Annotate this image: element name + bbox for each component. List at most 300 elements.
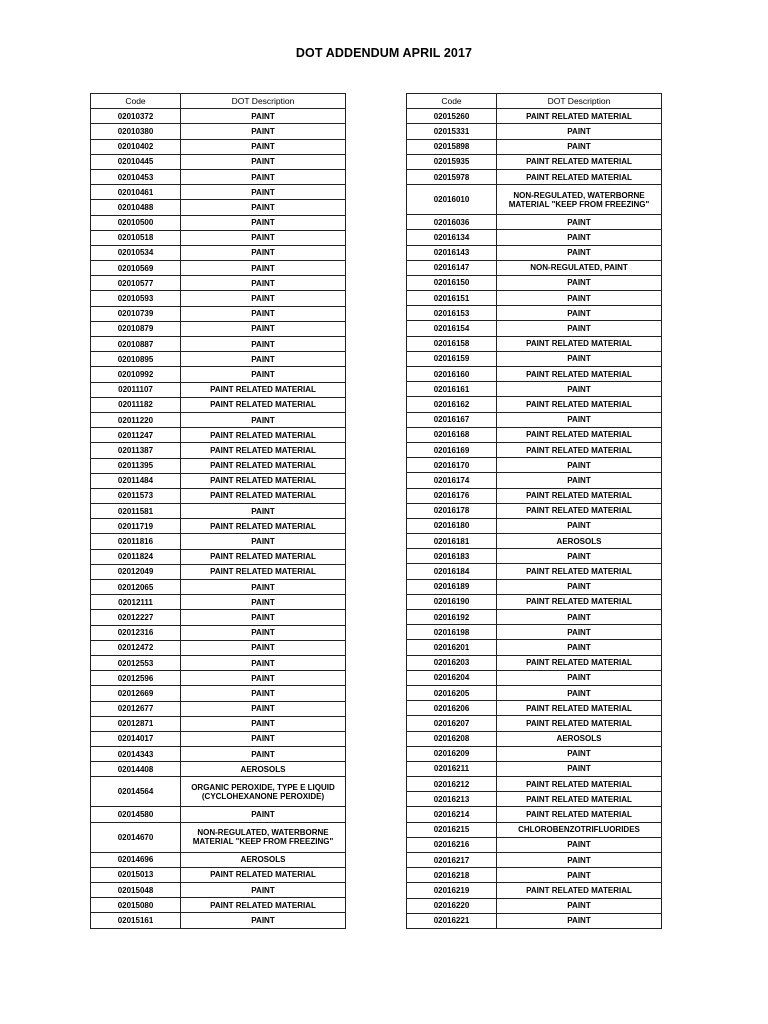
table-row bbox=[407, 549, 662, 564]
table-row bbox=[407, 792, 662, 807]
table-row bbox=[91, 671, 346, 686]
table-row bbox=[91, 261, 346, 276]
description-cell: PAINT RELATED MATERIAL bbox=[497, 336, 662, 351]
code-cell: 02016158 bbox=[407, 336, 497, 351]
code-cell: 02010739 bbox=[91, 306, 181, 321]
description-cell: PAINT bbox=[497, 640, 662, 655]
code-cell: 02016151 bbox=[407, 291, 497, 306]
description-cell: PAINT bbox=[497, 579, 662, 594]
code-cell: 02010879 bbox=[91, 321, 181, 336]
description-cell: PAINT bbox=[181, 913, 346, 928]
description-cell: PAINT RELATED MATERIAL bbox=[497, 701, 662, 716]
description-cell: PAINT bbox=[181, 169, 346, 184]
description-cell: PAINT bbox=[497, 898, 662, 913]
code-cell: 02016183 bbox=[407, 549, 497, 564]
description-cell: PAINT RELATED MATERIAL bbox=[497, 594, 662, 609]
table-row bbox=[91, 564, 346, 579]
description-header: DOT Description bbox=[181, 94, 346, 109]
code-cell: 02016211 bbox=[407, 761, 497, 776]
code-cell: 02012472 bbox=[91, 640, 181, 655]
table-row bbox=[407, 458, 662, 473]
table-row bbox=[91, 867, 346, 882]
code-cell: 02012049 bbox=[91, 564, 181, 579]
code-cell: 02016159 bbox=[407, 351, 497, 366]
table-row bbox=[407, 822, 662, 837]
code-cell: 02016160 bbox=[407, 367, 497, 382]
table-header-row bbox=[407, 94, 662, 109]
description-cell: PAINT bbox=[181, 261, 346, 276]
code-cell: 02015331 bbox=[407, 124, 497, 139]
code-cell: 02014017 bbox=[91, 731, 181, 746]
table-row bbox=[91, 367, 346, 382]
table-row bbox=[407, 716, 662, 731]
code-cell: 02011220 bbox=[91, 412, 181, 427]
code-cell: 02016176 bbox=[407, 488, 497, 503]
table-row bbox=[91, 215, 346, 230]
description-cell: AEROSOLS bbox=[181, 762, 346, 777]
code-cell: 02010500 bbox=[91, 215, 181, 230]
table-row bbox=[91, 428, 346, 443]
table-row bbox=[91, 883, 346, 898]
description-cell: PAINT RELATED MATERIAL bbox=[497, 442, 662, 457]
table-row bbox=[407, 124, 662, 139]
description-cell: PAINT bbox=[181, 640, 346, 655]
code-cell: 02010992 bbox=[91, 367, 181, 382]
code-cell: 02010445 bbox=[91, 154, 181, 169]
description-cell: PAINT bbox=[497, 549, 662, 564]
table-row bbox=[407, 640, 662, 655]
code-cell: 02014564 bbox=[91, 777, 181, 807]
description-cell: PAINT RELATED MATERIAL bbox=[497, 503, 662, 518]
code-cell: 02016170 bbox=[407, 458, 497, 473]
table-row bbox=[91, 852, 346, 867]
table-row bbox=[407, 564, 662, 579]
description-cell: PAINT bbox=[181, 655, 346, 670]
description-cell: PAINT bbox=[497, 868, 662, 883]
description-cell: PAINT RELATED MATERIAL bbox=[181, 867, 346, 882]
code-cell: 02011719 bbox=[91, 519, 181, 534]
table-row bbox=[91, 412, 346, 427]
description-cell: PAINT bbox=[181, 747, 346, 762]
description-cell: PAINT bbox=[181, 306, 346, 321]
table-row bbox=[91, 655, 346, 670]
table-row bbox=[407, 169, 662, 184]
code-cell: 02016205 bbox=[407, 685, 497, 700]
code-cell: 02012669 bbox=[91, 686, 181, 701]
description-cell: PAINT RELATED MATERIAL bbox=[497, 488, 662, 503]
description-cell: PAINT bbox=[497, 124, 662, 139]
description-cell: PAINT bbox=[181, 534, 346, 549]
description-cell: PAINT bbox=[181, 321, 346, 336]
table-row bbox=[407, 655, 662, 670]
code-cell: 02016167 bbox=[407, 412, 497, 427]
table-row bbox=[91, 321, 346, 336]
code-cell: 02012596 bbox=[91, 671, 181, 686]
table-row bbox=[91, 807, 346, 822]
code-cell: 02011816 bbox=[91, 534, 181, 549]
code-cell: 02010380 bbox=[91, 124, 181, 139]
description-cell: PAINT bbox=[497, 321, 662, 336]
description-cell: PAINT bbox=[181, 716, 346, 731]
code-cell: 02016178 bbox=[407, 503, 497, 518]
table-row bbox=[91, 139, 346, 154]
description-cell: NON-REGULATED, WATERBORNE MATERIAL "KEEP FROM FREEZING" bbox=[181, 822, 346, 852]
description-cell: PAINT bbox=[181, 337, 346, 352]
description-cell: AEROSOLS bbox=[497, 534, 662, 549]
code-cell: 02016174 bbox=[407, 473, 497, 488]
code-cell: 02011581 bbox=[91, 504, 181, 519]
code-cell: 02016162 bbox=[407, 397, 497, 412]
code-cell: 02010887 bbox=[91, 337, 181, 352]
table-row bbox=[407, 397, 662, 412]
code-cell: 02016220 bbox=[407, 898, 497, 913]
code-cell: 02016143 bbox=[407, 245, 497, 260]
table-row bbox=[407, 245, 662, 260]
table-row bbox=[407, 427, 662, 442]
code-cell: 02016208 bbox=[407, 731, 497, 746]
description-cell: AEROSOLS bbox=[181, 852, 346, 867]
description-cell: PAINT RELATED MATERIAL bbox=[181, 549, 346, 564]
table-row bbox=[407, 306, 662, 321]
description-cell: PAINT bbox=[181, 731, 346, 746]
description-cell: PAINT RELATED MATERIAL bbox=[497, 777, 662, 792]
table-row bbox=[91, 913, 346, 928]
code-cell: 02016169 bbox=[407, 442, 497, 457]
table-row bbox=[91, 762, 346, 777]
table-row bbox=[91, 686, 346, 701]
table-row bbox=[91, 352, 346, 367]
table-row bbox=[407, 685, 662, 700]
code-cell: 02016213 bbox=[407, 792, 497, 807]
code-cell: 02016214 bbox=[407, 807, 497, 822]
code-cell: 02011395 bbox=[91, 458, 181, 473]
description-cell: PAINT bbox=[497, 518, 662, 533]
table-row bbox=[407, 868, 662, 883]
code-cell: 02015080 bbox=[91, 898, 181, 913]
description-cell: PAINT RELATED MATERIAL bbox=[181, 382, 346, 397]
description-cell: PAINT RELATED MATERIAL bbox=[181, 443, 346, 458]
code-cell: 02015013 bbox=[91, 867, 181, 882]
code-cell: 02015260 bbox=[407, 109, 497, 124]
description-cell: PAINT RELATED MATERIAL bbox=[497, 807, 662, 822]
description-cell: PAINT bbox=[181, 185, 346, 200]
table-row bbox=[91, 276, 346, 291]
description-cell: NON-REGULATED, PAINT bbox=[497, 260, 662, 275]
code-cell: 02012553 bbox=[91, 655, 181, 670]
table-row bbox=[91, 777, 346, 807]
table-row bbox=[407, 731, 662, 746]
description-cell: PAINT bbox=[497, 230, 662, 245]
description-cell: PAINT bbox=[181, 883, 346, 898]
description-cell: PAINT bbox=[181, 686, 346, 701]
table-row bbox=[407, 518, 662, 533]
code-cell: 02016190 bbox=[407, 594, 497, 609]
table-row bbox=[91, 109, 346, 124]
description-cell: PAINT bbox=[497, 275, 662, 290]
description-cell: PAINT bbox=[181, 610, 346, 625]
code-header: Code bbox=[407, 94, 497, 109]
table-row bbox=[91, 169, 346, 184]
code-cell: 02011107 bbox=[91, 382, 181, 397]
code-cell: 02016201 bbox=[407, 640, 497, 655]
table-row bbox=[407, 230, 662, 245]
table-row bbox=[91, 640, 346, 655]
description-cell: PAINT bbox=[497, 913, 662, 928]
code-header: Code bbox=[91, 94, 181, 109]
table-row bbox=[91, 822, 346, 852]
code-cell: 02016215 bbox=[407, 822, 497, 837]
description-cell: PAINT bbox=[497, 837, 662, 852]
code-cell: 02016204 bbox=[407, 670, 497, 685]
description-cell: PAINT RELATED MATERIAL bbox=[181, 898, 346, 913]
table-row bbox=[91, 716, 346, 731]
code-cell: 02016154 bbox=[407, 321, 497, 336]
table-row bbox=[407, 579, 662, 594]
description-cell: PAINT RELATED MATERIAL bbox=[497, 716, 662, 731]
table-row bbox=[91, 488, 346, 503]
code-cell: 02011824 bbox=[91, 549, 181, 564]
description-cell: PAINT bbox=[497, 139, 662, 154]
code-cell: 02011247 bbox=[91, 428, 181, 443]
description-cell: PAINT bbox=[497, 412, 662, 427]
table-row bbox=[407, 746, 662, 761]
dot-table-left bbox=[90, 93, 346, 929]
description-cell: PAINT RELATED MATERIAL bbox=[181, 458, 346, 473]
code-cell: 02011182 bbox=[91, 397, 181, 412]
table-row bbox=[91, 898, 346, 913]
code-cell: 02010402 bbox=[91, 139, 181, 154]
table-row bbox=[407, 837, 662, 852]
description-cell: PAINT RELATED MATERIAL bbox=[497, 792, 662, 807]
description-cell: PAINT bbox=[497, 670, 662, 685]
description-cell: PAINT bbox=[181, 625, 346, 640]
table-row bbox=[407, 488, 662, 503]
description-cell: ORGANIC PEROXIDE, TYPE E LIQUID (CYCLOHEXANONE PEROXIDE) bbox=[181, 777, 346, 807]
code-cell: 02016147 bbox=[407, 260, 497, 275]
code-cell: 02016134 bbox=[407, 230, 497, 245]
description-cell: CHLOROBENZOTRIFLUORIDES bbox=[497, 822, 662, 837]
description-cell: PAINT bbox=[497, 746, 662, 761]
table-row bbox=[407, 610, 662, 625]
description-cell: PAINT RELATED MATERIAL bbox=[497, 655, 662, 670]
description-cell: PAINT RELATED MATERIAL bbox=[497, 427, 662, 442]
code-cell: 02014408 bbox=[91, 762, 181, 777]
table-row bbox=[407, 321, 662, 336]
code-cell: 02012065 bbox=[91, 580, 181, 595]
code-cell: 02014696 bbox=[91, 852, 181, 867]
table-row bbox=[407, 442, 662, 457]
table-row bbox=[91, 458, 346, 473]
description-cell: PAINT RELATED MATERIAL bbox=[181, 564, 346, 579]
code-cell: 02016218 bbox=[407, 868, 497, 883]
code-cell: 02016036 bbox=[407, 215, 497, 230]
table-row bbox=[407, 761, 662, 776]
code-cell: 02010461 bbox=[91, 185, 181, 200]
table-row bbox=[407, 473, 662, 488]
code-cell: 02016192 bbox=[407, 610, 497, 625]
table-row bbox=[407, 534, 662, 549]
code-cell: 02010577 bbox=[91, 276, 181, 291]
code-cell: 02016209 bbox=[407, 746, 497, 761]
table-row bbox=[91, 731, 346, 746]
dot-table-right bbox=[406, 93, 662, 929]
code-cell: 02016180 bbox=[407, 518, 497, 533]
code-cell: 02016207 bbox=[407, 716, 497, 731]
description-cell: AEROSOLS bbox=[497, 731, 662, 746]
code-cell: 02016168 bbox=[407, 427, 497, 442]
description-cell: PAINT bbox=[181, 291, 346, 306]
table-row bbox=[91, 397, 346, 412]
table-row bbox=[91, 306, 346, 321]
table-row bbox=[91, 534, 346, 549]
code-cell: 02012677 bbox=[91, 701, 181, 716]
code-cell: 02016219 bbox=[407, 883, 497, 898]
code-cell: 02010569 bbox=[91, 261, 181, 276]
description-cell: PAINT bbox=[181, 367, 346, 382]
table-row bbox=[91, 595, 346, 610]
code-cell: 02016203 bbox=[407, 655, 497, 670]
description-cell: PAINT bbox=[181, 276, 346, 291]
description-cell: PAINT bbox=[181, 580, 346, 595]
table-row bbox=[407, 109, 662, 124]
left-table-body bbox=[91, 109, 346, 928]
table-row bbox=[91, 382, 346, 397]
description-cell: PAINT bbox=[181, 109, 346, 124]
table-row bbox=[407, 701, 662, 716]
table-row bbox=[407, 260, 662, 275]
table-row bbox=[407, 336, 662, 351]
description-cell: PAINT bbox=[181, 807, 346, 822]
description-cell: PAINT bbox=[181, 412, 346, 427]
description-cell: PAINT bbox=[497, 291, 662, 306]
table-row bbox=[91, 747, 346, 762]
table-row bbox=[407, 367, 662, 382]
description-cell: PAINT bbox=[181, 215, 346, 230]
description-cell: PAINT bbox=[181, 701, 346, 716]
code-cell: 02016198 bbox=[407, 625, 497, 640]
table-row bbox=[407, 594, 662, 609]
table-row bbox=[91, 625, 346, 640]
code-cell: 02016010 bbox=[407, 185, 497, 215]
table-row bbox=[91, 549, 346, 564]
description-cell: PAINT RELATED MATERIAL bbox=[497, 883, 662, 898]
table-row bbox=[407, 139, 662, 154]
description-cell: PAINT RELATED MATERIAL bbox=[497, 564, 662, 579]
table-row bbox=[407, 185, 662, 215]
description-cell: PAINT bbox=[497, 458, 662, 473]
code-cell: 02014670 bbox=[91, 822, 181, 852]
table-row bbox=[407, 777, 662, 792]
description-cell: PAINT bbox=[497, 685, 662, 700]
page-title: DOT ADDENDUM APRIL 2017 bbox=[295, 46, 473, 60]
right-table-body bbox=[407, 109, 662, 929]
description-cell: PAINT bbox=[181, 245, 346, 260]
description-cell: NON-REGULATED, WATERBORNE MATERIAL "KEEP FROM FREEZING" bbox=[497, 185, 662, 215]
description-cell: PAINT bbox=[497, 473, 662, 488]
code-cell: 02010372 bbox=[91, 109, 181, 124]
table-row bbox=[91, 291, 346, 306]
table-row bbox=[407, 351, 662, 366]
table-row bbox=[91, 337, 346, 352]
code-cell: 02016217 bbox=[407, 853, 497, 868]
description-cell: PAINT bbox=[497, 761, 662, 776]
code-cell: 02016206 bbox=[407, 701, 497, 716]
description-cell: PAINT bbox=[181, 595, 346, 610]
table-row bbox=[407, 291, 662, 306]
table-row bbox=[407, 898, 662, 913]
table-row bbox=[407, 154, 662, 169]
code-cell: 02016161 bbox=[407, 382, 497, 397]
code-cell: 02010453 bbox=[91, 169, 181, 184]
table-row bbox=[407, 853, 662, 868]
table-row bbox=[407, 670, 662, 685]
code-cell: 02016181 bbox=[407, 534, 497, 549]
table-row bbox=[407, 807, 662, 822]
code-cell: 02014343 bbox=[91, 747, 181, 762]
description-cell: PAINT bbox=[181, 200, 346, 215]
code-cell: 02015048 bbox=[91, 883, 181, 898]
table-row bbox=[407, 913, 662, 928]
code-cell: 02016189 bbox=[407, 579, 497, 594]
table-row bbox=[407, 412, 662, 427]
code-cell: 02012316 bbox=[91, 625, 181, 640]
table-row bbox=[91, 185, 346, 200]
description-cell: PAINT RELATED MATERIAL bbox=[181, 488, 346, 503]
code-cell: 02010534 bbox=[91, 245, 181, 260]
table-row bbox=[91, 504, 346, 519]
code-cell: 02010488 bbox=[91, 200, 181, 215]
description-cell: PAINT RELATED MATERIAL bbox=[497, 367, 662, 382]
description-cell: PAINT bbox=[181, 352, 346, 367]
table-row bbox=[407, 625, 662, 640]
code-cell: 02016153 bbox=[407, 306, 497, 321]
description-cell: PAINT bbox=[497, 351, 662, 366]
description-cell: PAINT bbox=[497, 215, 662, 230]
code-cell: 02014580 bbox=[91, 807, 181, 822]
table-row bbox=[407, 275, 662, 290]
description-cell: PAINT bbox=[181, 671, 346, 686]
description-cell: PAINT bbox=[497, 382, 662, 397]
description-cell: PAINT bbox=[181, 504, 346, 519]
description-cell: PAINT RELATED MATERIAL bbox=[181, 473, 346, 488]
description-cell: PAINT bbox=[181, 154, 346, 169]
description-cell: PAINT bbox=[497, 306, 662, 321]
code-cell: 02012111 bbox=[91, 595, 181, 610]
table-row bbox=[91, 124, 346, 139]
description-cell: PAINT RELATED MATERIAL bbox=[181, 428, 346, 443]
description-cell: PAINT RELATED MATERIAL bbox=[497, 397, 662, 412]
description-cell: PAINT bbox=[497, 245, 662, 260]
description-cell: PAINT RELATED MATERIAL bbox=[497, 109, 662, 124]
description-cell: PAINT RELATED MATERIAL bbox=[497, 169, 662, 184]
code-cell: 02010593 bbox=[91, 291, 181, 306]
table-row bbox=[91, 200, 346, 215]
table-row bbox=[407, 215, 662, 230]
description-cell: PAINT RELATED MATERIAL bbox=[181, 519, 346, 534]
code-cell: 02016216 bbox=[407, 837, 497, 852]
description-header: DOT Description bbox=[497, 94, 662, 109]
table-header-row bbox=[91, 94, 346, 109]
code-cell: 02011387 bbox=[91, 443, 181, 458]
code-cell: 02016221 bbox=[407, 913, 497, 928]
code-cell: 02011573 bbox=[91, 488, 181, 503]
table-row bbox=[91, 473, 346, 488]
table-row bbox=[91, 610, 346, 625]
table-row bbox=[91, 580, 346, 595]
table-row bbox=[91, 245, 346, 260]
table-row bbox=[91, 443, 346, 458]
table-row bbox=[407, 503, 662, 518]
